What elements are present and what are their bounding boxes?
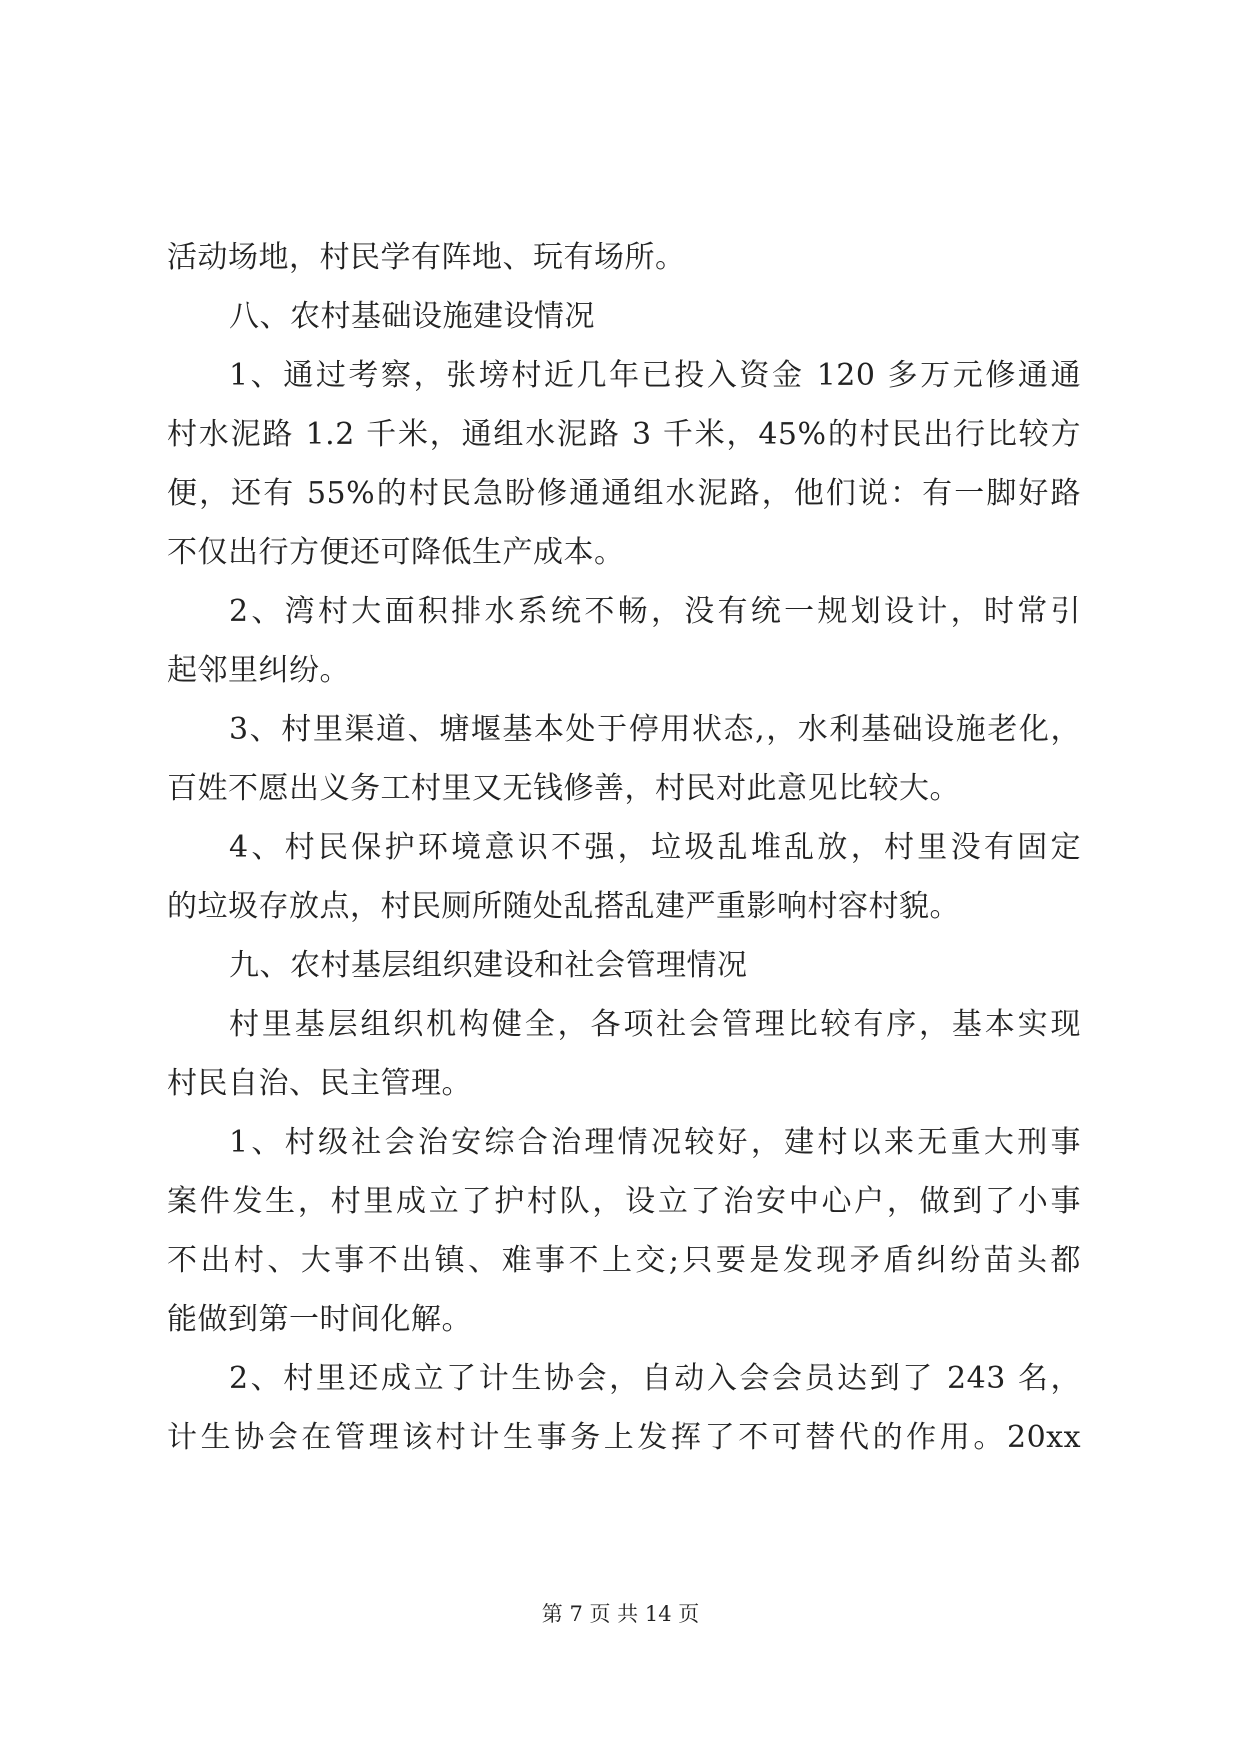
paragraph	[167, 228, 1081, 287]
paragraph-line: 不出村、大事不出镇、难事不上交;只要是发现矛盾纠纷苗头都	[167, 1243, 1081, 1278]
paragraph	[167, 995, 1081, 1113]
paragraph-line: 不仅出行方便还可降低生产成本。	[167, 535, 625, 570]
document-body	[167, 228, 1081, 1467]
paragraph	[167, 1349, 1081, 1467]
paragraph-line: 计生协会在管理该村计生事务上发挥了不可替代的作用。20xx	[167, 1420, 1081, 1455]
paragraph-line: 1、通过考察，张塝村近几年已投入资金 120 多万元修通通	[229, 358, 1081, 393]
paragraph-line: 百姓不愿出义务工村里又无钱修善，村民对此意见比较大。	[167, 771, 960, 806]
paragraph	[167, 936, 1081, 995]
paragraph	[167, 700, 1081, 818]
paragraph-line: 的垃圾存放点，村民厕所随处乱搭乱建严重影响村容村貌。	[167, 889, 960, 924]
paragraph-line: 八、农村基础设施建设情况	[229, 299, 595, 334]
paragraph-line: 九、农村基层组织建设和社会管理情况	[229, 948, 748, 983]
paragraph-line: 2、湾村大面积排水系统不畅，没有统一规划设计，时常引	[229, 594, 1081, 629]
paragraph	[167, 582, 1081, 700]
paragraph	[167, 346, 1081, 582]
paragraph	[167, 287, 1081, 346]
paragraph	[167, 818, 1081, 936]
paragraph-line: 能做到第一时间化解。	[167, 1302, 472, 1337]
paragraph-line: 起邻里纠纷。	[167, 653, 350, 688]
paragraph	[167, 1113, 1081, 1349]
paragraph-line: 村里基层组织机构健全，各项社会管理比较有序，基本实现	[229, 1007, 1081, 1042]
paragraph-line: 3、村里渠道、塘堰基本处于停用状态,，水利基础设施老化，	[229, 712, 1081, 747]
paragraph-line: 2、村里还成立了计生协会，自动入会会员达到了 243 名，	[229, 1361, 1081, 1396]
page-footer: 第 7 页 共 14 页	[541, 1602, 700, 1626]
paragraph-line: 活动场地，村民学有阵地、玩有场所。	[167, 240, 686, 275]
paragraph-line: 4、村民保护环境意识不强，垃圾乱堆乱放，村里没有固定	[229, 830, 1081, 865]
paragraph-line: 1、村级社会治安综合治理情况较好，建村以来无重大刑事	[229, 1125, 1081, 1160]
paragraph-line: 案件发生，村里成立了护村队，设立了治安中心户，做到了小事	[167, 1184, 1081, 1219]
paragraph-line: 村民自治、民主管理。	[167, 1066, 472, 1101]
paragraph-line: 便，还有 55%的村民急盼修通通组水泥路，他们说：有一脚好路	[167, 476, 1081, 511]
paragraph-line: 村水泥路 1.2 千米，通组水泥路 3 千米，45%的村民出行比较方	[167, 417, 1081, 452]
